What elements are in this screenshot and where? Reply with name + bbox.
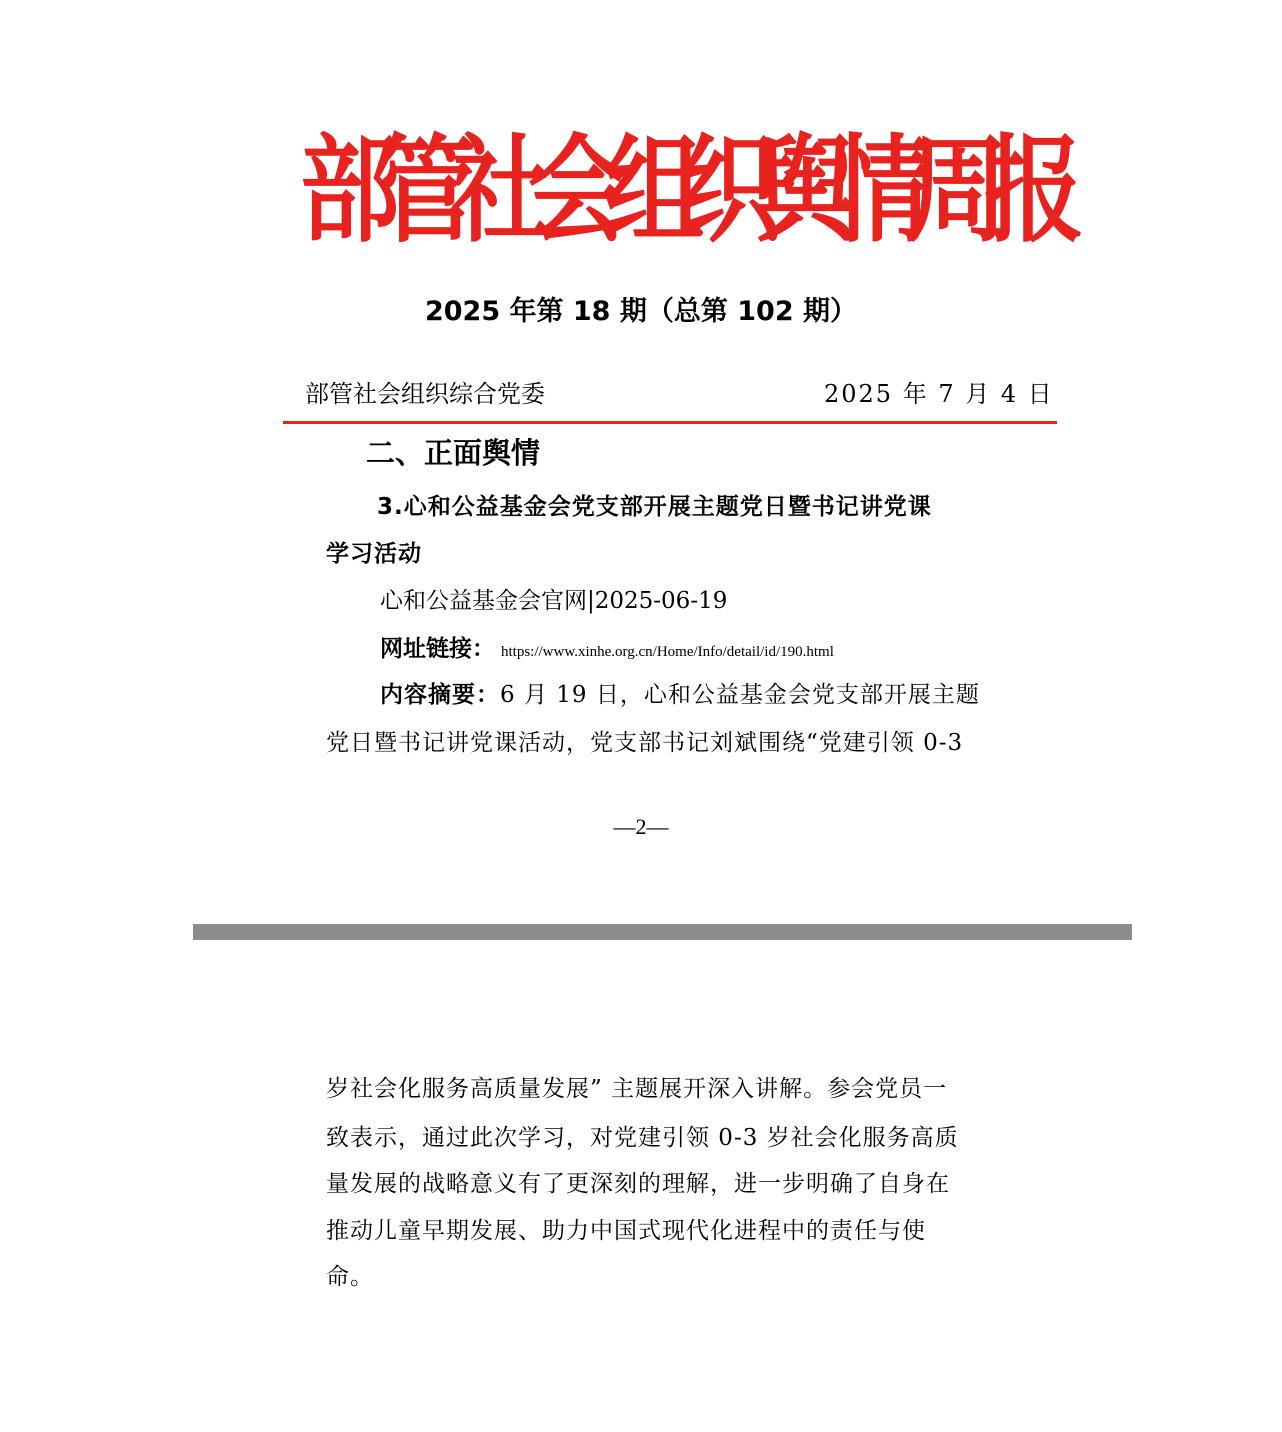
continuation-line: 推动儿童早期发展、助力中国式现代化进程中的责任与使 [326, 1218, 926, 1244]
item-title-line-2: 学习活动 [326, 541, 422, 567]
red-divider [283, 421, 1057, 424]
url-link[interactable]: https://www.xinhe.org.cn/Home/Info/detail/id/190.html [501, 644, 834, 660]
section-title: 二、正面舆情 [366, 436, 541, 470]
continuation-line: 岁社会化服务高质量发展” 主题展开深入讲解。参会党员一 [326, 1076, 948, 1102]
masthead-title: 部管社会组织舆情周报 [300, 122, 1060, 259]
page-number: —2— [613, 814, 669, 839]
summary-label: 内容摘要： [380, 682, 500, 708]
page-separator [193, 924, 1132, 940]
url-label: 网址链接： [380, 636, 495, 662]
continuation-line: 命。 [326, 1264, 374, 1290]
summary-line-1 [380, 676, 980, 714]
issue-number: 2025 年第 18 期（总第 102 期） [424, 296, 858, 327]
publisher: 部管社会组织综合党委 [305, 380, 545, 408]
publish-date: 2025 年 7 月 4 日 [824, 380, 1054, 408]
item-title-line-1: 3.心和公益基金会党支部开展主题党日暨书记讲党课 [377, 494, 932, 520]
continuation-line: 量发展的战略意义有了更深刻的理解，进一步明确了自身在 [326, 1171, 950, 1197]
item-source: 心和公益基金会官网|2025-06-19 [380, 588, 728, 614]
summary-line-2: 党日暨书记讲党课活动，党支部书记刘斌围绕“党建引领 0-3 [326, 730, 964, 756]
url-line [380, 630, 834, 671]
continuation-line: 致表示，通过此次学习，对党建引领 0-3 岁社会化服务高质 [326, 1125, 959, 1151]
summary-text-1: 6 月 19 日，心和公益基金会党支部开展主题 [500, 682, 980, 708]
